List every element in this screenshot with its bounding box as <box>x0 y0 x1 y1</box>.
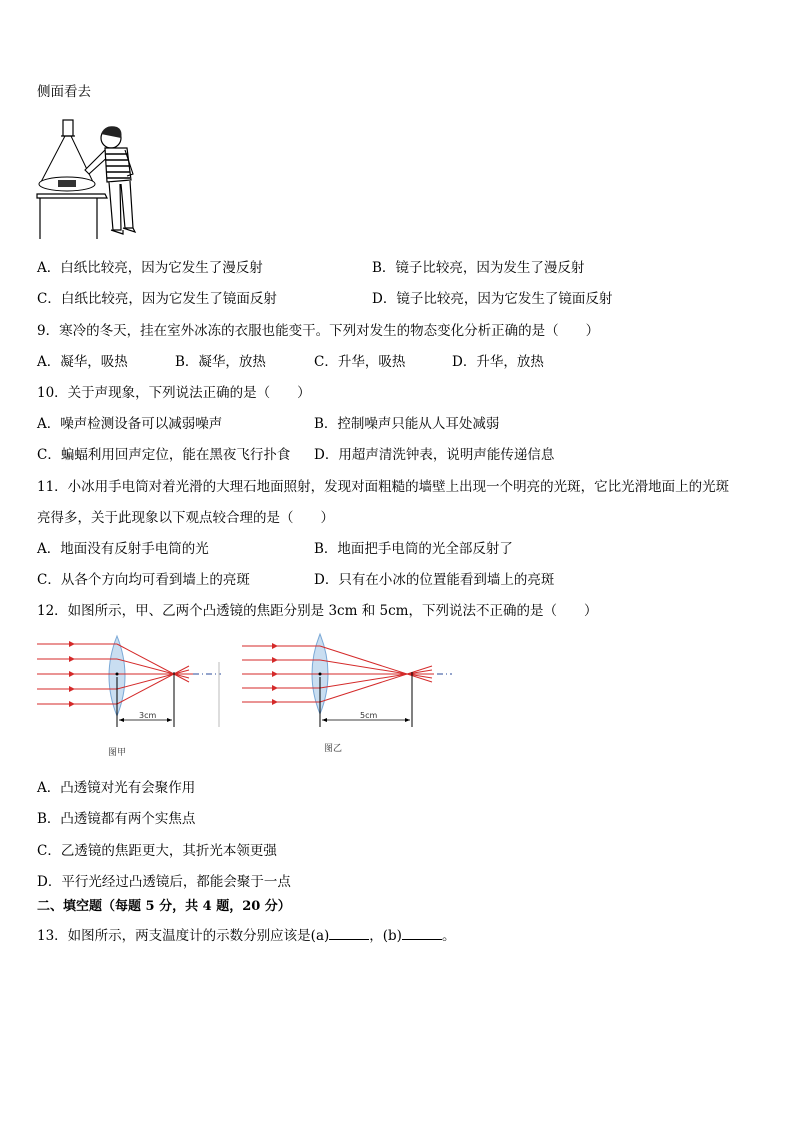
q8-option-d: D．镜子比较亮，因为它发生了镜面反射 <box>372 291 613 307</box>
q9-option-d: D．升华，放热 <box>452 354 544 370</box>
q13-stem-post: 。 <box>441 928 456 944</box>
q8-option-c: C．白纸比较亮，因为它发生了镜面反射 <box>37 291 277 307</box>
intro-text: 侧面看去 <box>37 84 91 100</box>
q11-option-c: C．从各个方向均可看到墙上的亮斑 <box>37 572 250 588</box>
q8-option-a: A．白纸比较亮，因为它发生了漫反射 <box>37 260 263 276</box>
q12-stem: 12．如图所示，甲、乙两个凸透镜的焦距分别是 3cm 和 5cm，下列说法不正确的是（ ） <box>37 603 598 619</box>
q12-option-c: C．乙透镜的焦距更大，其折光本领更强 <box>37 843 277 859</box>
q9-option-b: B．凝华，放热 <box>175 354 266 370</box>
q10-option-c: C．蝙蝠利用回声定位，能在黑夜飞行扑食 <box>37 447 291 463</box>
fig-b-caption: 图乙 <box>324 744 343 754</box>
q11-option-d: D．只有在小冰的位置能看到墙上的亮斑 <box>314 572 555 588</box>
q13-stem <box>37 927 455 945</box>
lens-figure-a <box>37 632 227 732</box>
q10-stem: 10．关于声现象，下列说法正确的是（ ） <box>37 385 311 401</box>
fig-a-caption: 图甲 <box>108 748 127 758</box>
q11-option-b: B．地面把手电筒的光全部反射了 <box>314 541 513 557</box>
q8-option-b: B．镜子比较亮，因为发生了漫反射 <box>372 260 585 276</box>
fig-b-dim-label: 5cm <box>360 711 378 720</box>
person-flashlight-figure <box>35 118 145 240</box>
q12-option-a: A．凸透镜对光有会聚作用 <box>37 780 196 796</box>
q11-stem-line2: 亮得多，关于此现象以下观点较合理的是（ ） <box>37 510 334 526</box>
q13-stem-mid: ，(b) <box>369 928 402 944</box>
q9-option-c: C．升华，吸热 <box>314 354 406 370</box>
section-heading: 二、填空题（每题 5 分，共 4 题，20 分） <box>37 899 291 914</box>
fig-a-dim-label: 3cm <box>139 711 157 720</box>
q13-blank-b <box>402 927 442 940</box>
q13-stem-pre: 13．如图所示，两支温度计的示数分别应该是(a) <box>37 928 330 944</box>
q10-option-a: A．噪声检测设备可以减弱噪声 <box>37 416 223 432</box>
q10-option-d: D．用超声清洗钟表，说明声能传递信息 <box>314 447 555 463</box>
q13-blank-a <box>329 927 369 940</box>
q9-option-a: A．凝华，吸热 <box>37 354 128 370</box>
q12-option-b: B．凸透镜都有两个实焦点 <box>37 811 196 827</box>
q11-stem-line1: 11．小冰用手电筒对着光滑的大理石地面照射，发现对面粗糙的墙壁上出现一个明亮的光斑，它比光滑地面上的光斑 <box>37 479 730 495</box>
q10-option-b: B．控制噪声只能从人耳处减弱 <box>314 416 500 432</box>
q12-option-d: D．平行光经过凸透镜后，都能会聚于一点 <box>37 874 291 890</box>
q9-stem: 9．寒冷的冬天，挂在室外冰冻的衣服也能变干。下列对发生的物态变化分析正确的是（ ） <box>37 323 600 339</box>
lens-figure-b <box>242 632 457 732</box>
q11-option-a: A．地面没有反射手电筒的光 <box>37 541 209 557</box>
